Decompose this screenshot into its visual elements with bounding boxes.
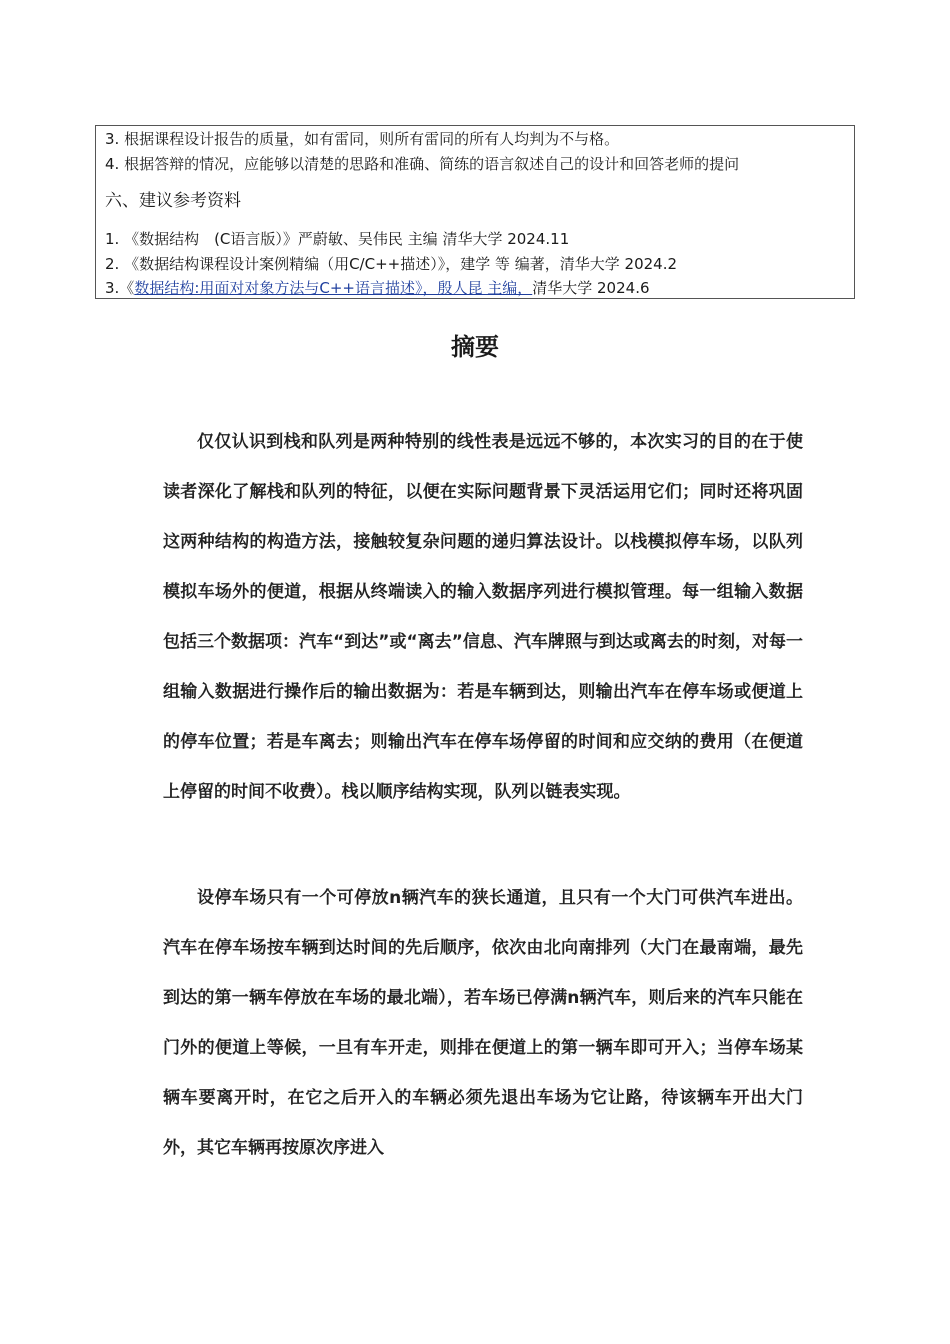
abstract-paragraph-1: 仅仅认识到栈和队列是两种特别的线性表是远远不够的，本次实习的目的在于使读者深化了解栈和队列的特征，以便在实际问题背景下灵活运用它们；同时还将巩固这两种结构的构造方法，接触较复杂问题的递归算法设计。以栈模拟停车场，以队列模拟车场外的便道，根据从终端读入的输入数据序列进行模拟管理。每一组输入数据包括三个数据项：汽车“到达”或“离去”信息、汽车牌照与到达或离去的时刻，对每一组输入数据进行操作后的输出数据为：若是车辆到达，则输出汽车在停车场或便道上的停车位置；若是车离去；则输出汽车在停车场停留的时间和应交纳的费用（在便道上停留的时间不收费）。栈以顺序结构实现，队列以链表实现。 [163,432,803,802]
requirements-box [95,125,855,299]
requirement-item-3: 3. 根据课程设计报告的质量，如有雷同，则所有雷同的所有人均判为不与格。 [105,130,620,148]
section-heading: 六、建议参考资料 [105,191,241,211]
reference-3-prefix: 3.《 [105,279,135,297]
reference-item-1: 1. 《数据结构 (C语言版）》严蔚敏、吴伟民 主编 清华大学 2024.11 [105,230,570,248]
reference-3-link[interactable]: 数据结构:用面对对象方法与C++语言描述》，殷人昆 主编， [134,279,533,297]
reference-item-3 [105,278,650,298]
reference-3-suffix: 清华大学 2024.6 [532,279,650,297]
reference-item-2: 2. 《数据结构课程设计案例精编（用C/C++描述）》，建学 等 编著，清华大学 2024.2 [105,255,678,273]
abstract-title: 摘要 [451,333,499,361]
abstract-paragraph-2: 设停车场只有一个可停放n辆汽车的狭长通道，且只有一个大门可供汽车进出。汽车在停车场按车辆到达时间的先后顺序，依次由北向南排列（大门在最南端，最先到达的第一辆车停放在车场的最北端），若车场已停满n辆汽车，则后来的汽车只能在门外的便道上等候，一旦有车开走，则排在便道上的第一辆车即可开入；当停车场某辆车要离开时，在它之后开入的车辆必须先退出车场为它让路，待该辆车开出大门外，其它车辆再按原次序进入 [163,888,803,1158]
requirement-item-4: 4. 根据答辩的情况，应能够以清楚的思路和准确、简练的语言叙述自己的设计和回答老师的提问 [105,155,740,173]
